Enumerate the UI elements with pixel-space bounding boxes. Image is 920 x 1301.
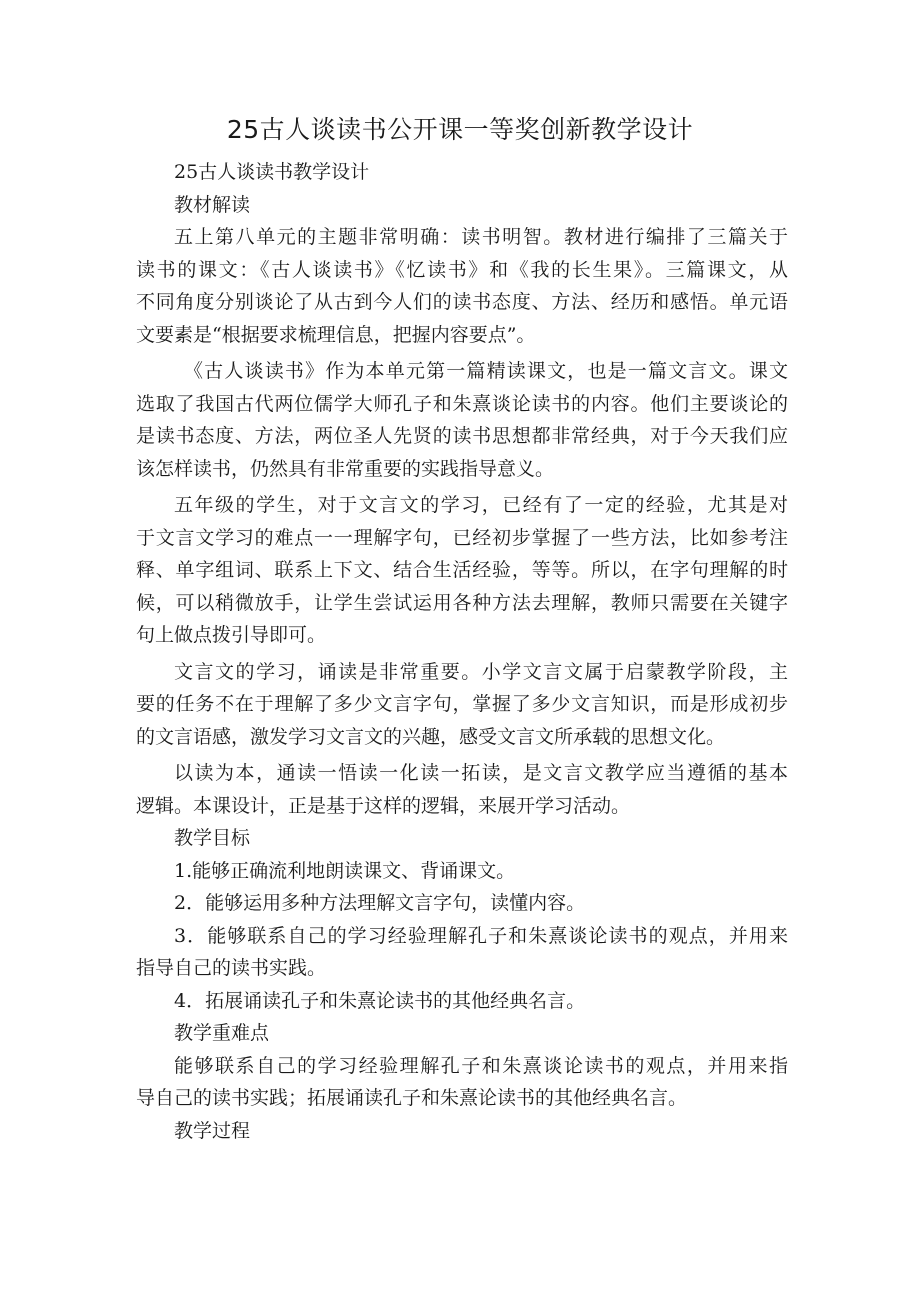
- document-body: [136, 156, 788, 1147]
- paragraph-line: 释、单字组词、联系上下文、结合生活经验，等等。所以，在字句理解的时: [136, 559, 788, 581]
- paragraph-zhongnan: [136, 1050, 788, 1115]
- document-subtitle: 25古人谈读书教学设计: [174, 161, 370, 183]
- paragraph-line: 《古人谈读书》作为本单元第一篇精读课文，也是一篇文言文。课文: [184, 360, 788, 382]
- paragraph-line: 五年级的学生，对于文言文的学习，已经有了一定的经验，尤其是对: [174, 494, 788, 516]
- goal-item-3: [136, 920, 788, 985]
- paragraph-line: 以读为本，通读一悟读一化读一拓读，是文言文教学应当遵循的基本: [174, 762, 788, 784]
- paragraph-line: 指导自己的读书实践。: [136, 957, 327, 979]
- paragraph-line: 读书的课文：《古人谈读书》《忆读书》和《我的长生果》。三篇课文，从: [136, 258, 788, 281]
- document-title: 25古人谈读书公开课一等奖创新教学设计: [226, 115, 694, 144]
- section-heading-guocheng: 教学过程: [174, 1119, 251, 1142]
- paragraph-line: 能够联系自己的学习经验理解孔子和朱熹谈论读书的观点，并用来指: [174, 1054, 788, 1077]
- paragraph-line: 的文言语感，激发学习文言文的兴趣，感受文言文所承载的思想文化。: [136, 725, 726, 748]
- paragraph-line: 该怎样读书，仍然具有非常重要的实践指导意义。: [136, 457, 555, 480]
- goal-item-1: 1.能够正确流利地朗读课文、背诵课文。: [174, 859, 516, 882]
- paragraph-line: 选取了我国古代两位儒学大师孔子和朱熹谈论读书的内容。他们主要谈论的: [136, 392, 788, 415]
- paragraph-line: 不同角度分别谈论了从古到今人们的读书态度、方法、经历和感悟。单元语: [136, 291, 788, 313]
- section-heading-jiaocai: 教材解读: [174, 193, 251, 216]
- paragraph-jiaocai-3: [136, 489, 788, 652]
- paragraph-line: 于文言文学习的难点一一理解字句，已经初步掌握了一些方法，比如参考注: [136, 526, 788, 549]
- paragraph-line: 导自己的读书实践；拓展诵读孔子和朱熹论读书的其他经典名言。: [136, 1087, 688, 1109]
- section-heading-zhongnan: 教学重难点: [174, 1022, 270, 1044]
- paragraph-line: 要的任务不在于理解了多少文言字句，掌握了多少文言知识，而是形成初步: [136, 693, 788, 715]
- paragraph-line: 文言文的学习，诵读是非常重要。小学文言文属于启蒙教学阶段，主: [174, 660, 788, 683]
- goal-item-2: 2．能够运用多种方法理解文言字句，读懂内容。: [174, 892, 586, 914]
- paragraph-line: 逻辑。本课设计，正是基于这样的逻辑，来展开学习活动。: [136, 794, 631, 817]
- paragraph-line: 是读书态度、方法，两位圣人先贤的读书思想都非常经典，对于今天我们应: [136, 425, 788, 447]
- section-heading-mubiao: 教学目标: [174, 827, 251, 849]
- paragraph-line: 五上第八单元的主题非常明确：读书明智。教材进行编排了三篇关于: [174, 226, 788, 248]
- paragraph-line: 候，可以稍微放手，让学生尝试运用各种方法去理解，教师只需要在关键字: [136, 591, 788, 614]
- paragraph-jiaocai-2: [136, 355, 788, 485]
- paragraph-line: 句上做点拨引导即可。: [136, 624, 327, 646]
- goal-item-4: 4．拓展诵读孔子和朱熹论读书的其他经典名言。: [174, 989, 586, 1012]
- paragraph-jiaocai-4: [136, 656, 788, 754]
- paragraph-line: 文要素是“根据要求梳理信息，把握内容要点”。: [136, 323, 536, 346]
- paragraph-jiaocai-5: [136, 757, 788, 822]
- paragraph-line: 3．能够联系自己的学习经验理解孔子和朱熹谈论读书的观点，并用来: [174, 924, 788, 947]
- paragraph-jiaocai-1: [136, 221, 788, 351]
